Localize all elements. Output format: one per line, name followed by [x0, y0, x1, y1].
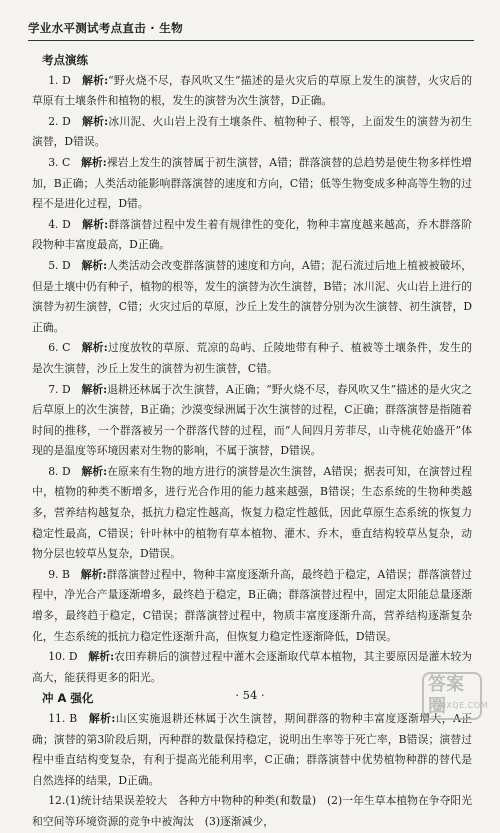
answer-item-10: 10. D 解析:农田弃耕后的演替过程中灌木会逐渐取代草本植物，其主要原因是灌木较为高大，能获得更多的阳光。 [32, 650, 473, 684]
section-advanced [32, 688, 472, 832]
answer-item-3: 3. C 解析:裸岩上发生的演替属于初生演替，A错；群落演替的总趋势是使生物多样性增加，B正确；人类活动能影响群落演替的速度和方向，C错；低等生物变成多种高等生物的过程不是进化过程，D错。 [32, 155, 472, 211]
page-number: · 54 · [235, 688, 265, 702]
watermark-logo-icon: 答案圈 [422, 672, 482, 720]
page-content [32, 50, 472, 833]
answer-item-12: 12.(1)统计结果误差较大 各种方中物种的种类(和数量) (2)一年生草本植物在争夺阳光和空间等环境资源的竞争中被淘汰 (3)逐渐减少， [32, 794, 472, 828]
watermark [422, 672, 488, 717]
answer-item-4: 4. D 解析:群落演替过程中发生着有规律性的变化，物种丰富度越来越高，乔木群落阶段物种丰富度最高，D正确。 [32, 217, 473, 252]
answer-item-2: 2. D 解析:冰川泥、火山岩上没有土壤条件、植物种子、根等，上面发生的演替为初生演替，D错误。 [32, 114, 473, 149]
answer-item-11: 11. B 解析:山区实施退耕还林属于次生演替，期间群落的物种丰富度逐渐增大，A正确；演替的第3阶段后期，丙种群的数量保持稳定，说明出生率等于死亡率，B错误；演替过程中垂直结构变复杂，有利于提高光能利用率，C正确；群落演替中优势植物种群的替代是自然选择的结果，D正确。 [32, 712, 472, 787]
section-practice [32, 50, 472, 688]
section-title: 冲 A 强化 [42, 691, 94, 706]
answer-item-1: 1. D 解析:“野火烧不尽，春风吹又生”描述的是火灾后的草原上发生的演替，火灾后的草原有土壤条件和植物的根，发生的演替为次生演替，D正确。 [32, 73, 472, 108]
answer-item-5: 5. D 解析:人类活动会改变群落演替的速度和方向，A错；泥石流过后地上植被被破坏，但是土壤中仍有种子，植物的根等，发生的演替为次生演替，B错；冰川泥、火山岩上进行的演替为初生演替，C错；火灾过后的草原，沙丘上发生的演替分别为次生演替、初生演替，D正确。 [32, 258, 473, 334]
answer-item-7: 7. D 解析:退耕还林属于次生演替，A正确；“野火烧不尽，春风吹又生”描述的是火灾之后草原上的次生演替，B正确；沙漠变绿洲属于次生演替的过程，C正确；群落演替是指随着时间的推移，一个群落被另一个群落代替的过程，而“人间四月芳菲尽，山寺桃花始盛开”体现的是温度等环境因素对生物的影响，不属于演替，D错误。 [32, 382, 473, 458]
running-header: 学业水平测试考点直击 · 生物 [28, 21, 183, 35]
answer-item-9: 9. B 解析:群落演替过程中，物种丰富度逐渐升高，最终趋于稳定，A错误；群落演替过程中，净光合产量逐渐增多，最终趋于稳定，B正确；群落演替过程中，固定太阳能总量逐渐增多，最终趋于稳定，C错误；群落演替过程中，物质丰富度逐渐升高，营养结构逐渐复杂化，生态系统的抵抗力稳定性逐渐升高，但恢复力稳定性逐渐降低，D错误。 [32, 567, 473, 643]
header-rule [28, 40, 474, 41]
section-title: 考点演练 [42, 53, 88, 67]
watermark-site-text: MXQE.COM [438, 701, 488, 710]
answer-item-6: 6. C 解析:过度放牧的草原、荒凉的岛屿、丘陵地带有种子、植被等土壤条件，发生的是次生演替，沙丘上发生的演替为初生演替，C错。 [32, 341, 472, 375]
answer-item-8: 8. D 解析:在原来有生物的地方进行的演替是次生演替，A错误；据表可知，在演替过程中，植物的种类不断增多，进行光合作用的能力越来越强，B错误；生态系统的生物种类越多，营养结构越复杂，抵抗力稳定性越高，恢复力稳定性越低，因此草原生态系统的恢复力稳定性最高，C错误；针叶林中的植物有草本植物、灌木、乔木，垂直结构较草丛复杂，动物分层也较草丛复杂，D错误。 [32, 464, 473, 561]
